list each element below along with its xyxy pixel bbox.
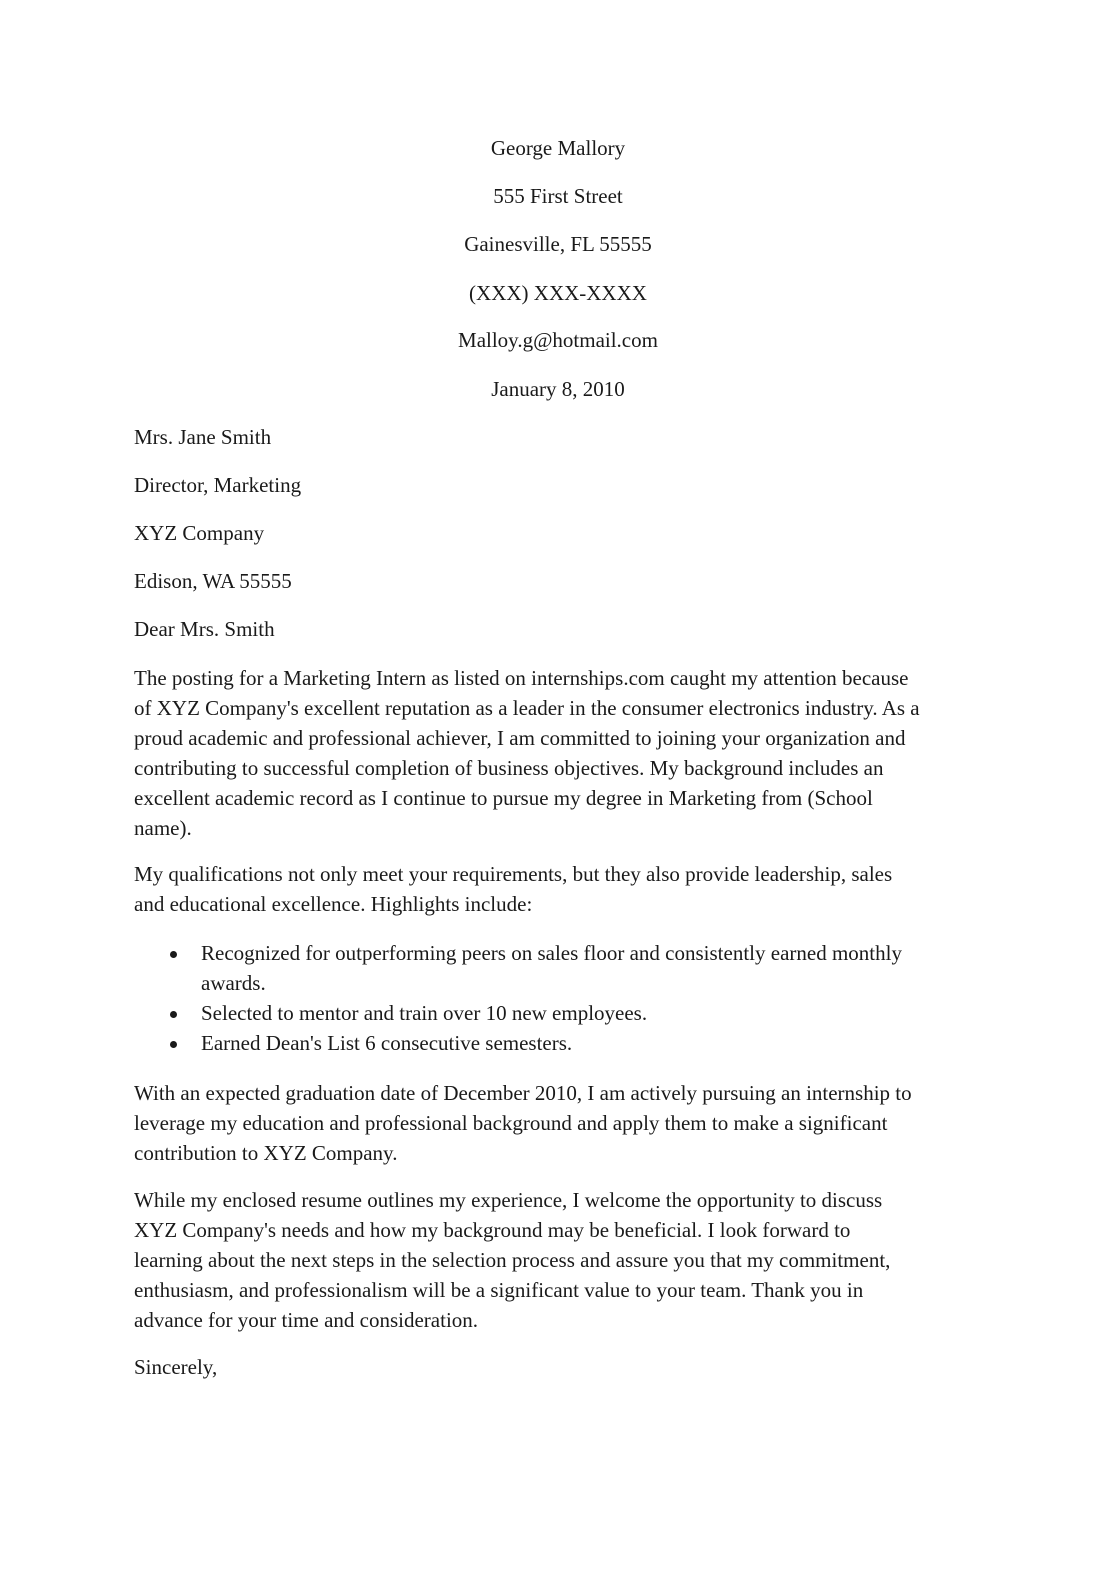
recipient-company: XYZ Company bbox=[134, 521, 265, 545]
recipient-name: Mrs. Jane Smith bbox=[134, 425, 272, 449]
sender-name: George Mallory bbox=[490, 136, 626, 160]
closing: Sincerely, bbox=[134, 1355, 218, 1379]
paragraph-line: advance for your time and consideration. bbox=[134, 1308, 479, 1332]
paragraph-line: The posting for a Marketing Intern as listed on internships.com caught my attention because bbox=[134, 666, 909, 690]
bullet-icon bbox=[170, 1041, 177, 1048]
highlight-line: Selected to mentor and train over 10 new employees. bbox=[201, 1001, 648, 1025]
sender-email: Malloy.g@hotmail.com bbox=[458, 328, 658, 352]
sender-street: 555 First Street bbox=[493, 184, 623, 208]
sender-phone: (XXX) XXX-XXXX bbox=[469, 281, 647, 305]
paragraph-line: My qualifications not only meet your requirements, but they also provide leadership, sales bbox=[134, 862, 893, 886]
letter-date: January 8, 2010 bbox=[491, 377, 625, 401]
body-paragraph-intro bbox=[134, 663, 979, 843]
highlight-item bbox=[134, 998, 979, 1028]
paragraph-line: leverage my education and professional background and apply them to make a significant bbox=[134, 1111, 888, 1135]
paragraph-line: XYZ Company's needs and how my background may be beneficial. I look forward to bbox=[134, 1218, 851, 1242]
salutation: Dear Mrs. Smith bbox=[134, 617, 275, 641]
bullet-icon bbox=[170, 951, 177, 958]
highlight-line: awards. bbox=[201, 971, 266, 995]
bullet-icon bbox=[170, 1011, 177, 1018]
paragraph-line: contributing to successful completion of business objectives. My background includes an bbox=[134, 756, 884, 780]
paragraph-line: proud academic and professional achiever, I am committed to joining your organization and bbox=[134, 726, 906, 750]
highlight-item bbox=[134, 1028, 979, 1058]
highlight-item bbox=[134, 938, 979, 998]
paragraph-line: excellent academic record as I continue to pursue my degree in Marketing from (School bbox=[134, 786, 873, 810]
paragraph-line: enthusiasm, and professionalism will be a significant value to your team. Thank you in bbox=[134, 1278, 864, 1302]
body-paragraph-graduation bbox=[134, 1078, 979, 1168]
highlights-list bbox=[134, 938, 979, 1058]
highlight-line: Recognized for outperforming peers on sales floor and consistently earned monthly bbox=[201, 941, 902, 965]
paragraph-line: of XYZ Company's excellent reputation as a leader in the consumer electronics industry. As a bbox=[134, 696, 920, 720]
recipient-city-state-zip: Edison, WA 55555 bbox=[134, 569, 292, 593]
body-paragraph-qualifications bbox=[134, 859, 979, 919]
paragraph-line: learning about the next steps in the selection process and assure you that my commitment, bbox=[134, 1248, 891, 1272]
paragraph-line: With an expected graduation date of December 2010, I am actively pursuing an internship to bbox=[134, 1081, 912, 1105]
highlight-line: Earned Dean's List 6 consecutive semesters. bbox=[201, 1031, 573, 1055]
recipient-title: Director, Marketing bbox=[134, 473, 302, 497]
sender-city-state-zip: Gainesville, FL 55555 bbox=[464, 232, 652, 256]
paragraph-line: While my enclosed resume outlines my experience, I welcome the opportunity to discuss bbox=[134, 1188, 883, 1212]
body-paragraph-closing bbox=[134, 1185, 979, 1335]
paragraph-line: contribution to XYZ Company. bbox=[134, 1141, 398, 1165]
paragraph-line: name). bbox=[134, 816, 192, 840]
paragraph-line: and educational excellence. Highlights include: bbox=[134, 892, 533, 916]
